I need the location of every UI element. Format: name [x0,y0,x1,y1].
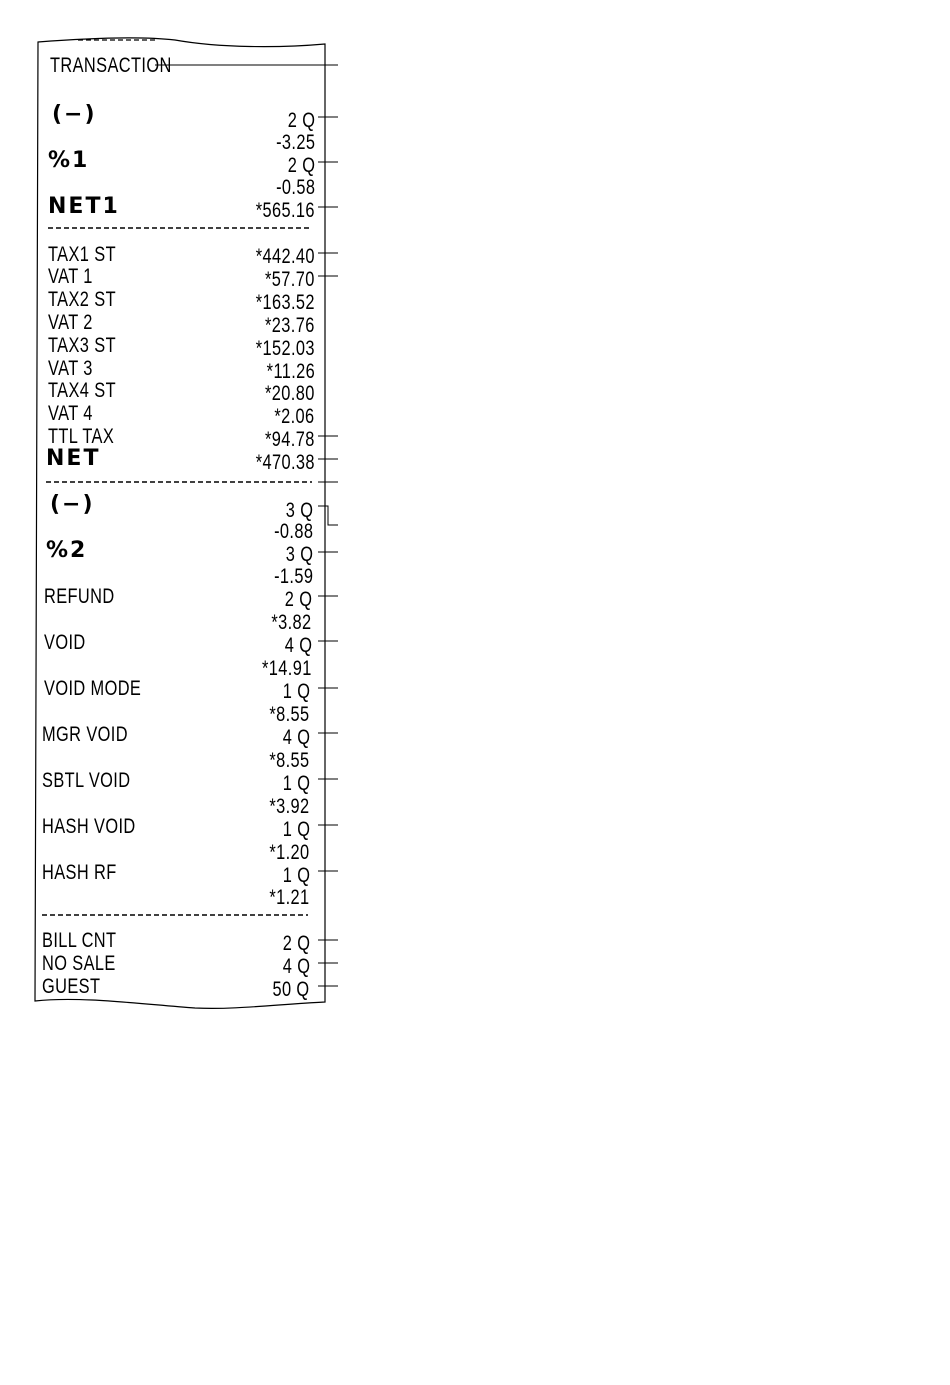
row-count: 3 Q [285,499,313,522]
row-amount: -1.59 [273,565,313,588]
row-amount: *442.40 [255,245,315,268]
row-label: TAX3 ST [48,334,116,357]
row-label: VOID MODE [44,677,142,700]
row-amount: *57.70 [265,268,315,291]
row-label: TAX2 ST [48,288,116,311]
row-amount: *11.26 [266,360,315,383]
row-label: TAX4 ST [48,379,116,402]
row-label: %2 [46,538,88,563]
row-count: 4 Q [282,726,310,749]
row-amount: -0.58 [275,176,315,199]
row-count: 1 Q [282,680,310,703]
row-label: GUEST [42,975,101,998]
row-label: VAT 4 [48,402,93,425]
row-label: VOID [44,631,86,654]
row-amount: *163.52 [255,291,315,314]
row-label: VAT 1 [48,265,93,288]
row-amount: *23.76 [265,314,315,337]
row-label: TTL TAX [48,425,115,448]
row-label: MGR VOID [42,723,128,746]
row-amount: -3.25 [275,131,315,154]
row-count: 2 Q [284,588,312,611]
row-amount: *3.82 [271,611,312,634]
row-count: 3 Q [285,543,313,566]
row-label: %1 [48,148,90,173]
row-amount: *1.20 [269,841,310,864]
row-label: (−) [52,102,97,127]
row-label: TAX1 ST [48,243,116,266]
row-amount: 4 Q [282,955,310,978]
row-label: VAT 3 [48,357,93,380]
row-label: SBTL VOID [42,769,131,792]
row-amount: *470.38 [255,451,315,474]
row-label: NET [46,446,101,471]
row-count: 1 Q [282,818,310,841]
row-amount: *152.03 [255,337,315,360]
row-label: HASH RF [42,861,117,884]
row-amount: *3.92 [269,795,310,818]
row-label: (−) [50,492,95,517]
row-amount: *14.91 [262,657,312,680]
row-amount: *94.78 [265,428,315,451]
row-count: 4 Q [284,634,312,657]
row-label: VAT 2 [48,311,93,334]
row-label: REFUND [44,585,115,608]
row-label: HASH VOID [42,815,136,838]
row-amount: *20.80 [265,382,315,405]
row-count: 1 Q [282,864,310,887]
row-amount: *565.16 [255,199,315,222]
row-label: BILL CNT [42,929,117,952]
row-count: 2 Q [287,154,315,177]
receipt-title: TRANSACTION [50,54,172,77]
row-label: NO SALE [42,952,116,975]
row-amount: 50 Q [272,978,310,1001]
row-amount: *1.21 [269,886,310,909]
row-amount: -0.88 [273,520,313,543]
row-label: NET1 [48,194,120,219]
row-count: 1 Q [282,772,310,795]
row-amount: *8.55 [269,749,310,772]
row-amount: *2.06 [274,405,315,428]
row-count: 2 Q [287,109,315,132]
row-amount: 2 Q [282,932,310,955]
row-amount: *8.55 [269,703,310,726]
